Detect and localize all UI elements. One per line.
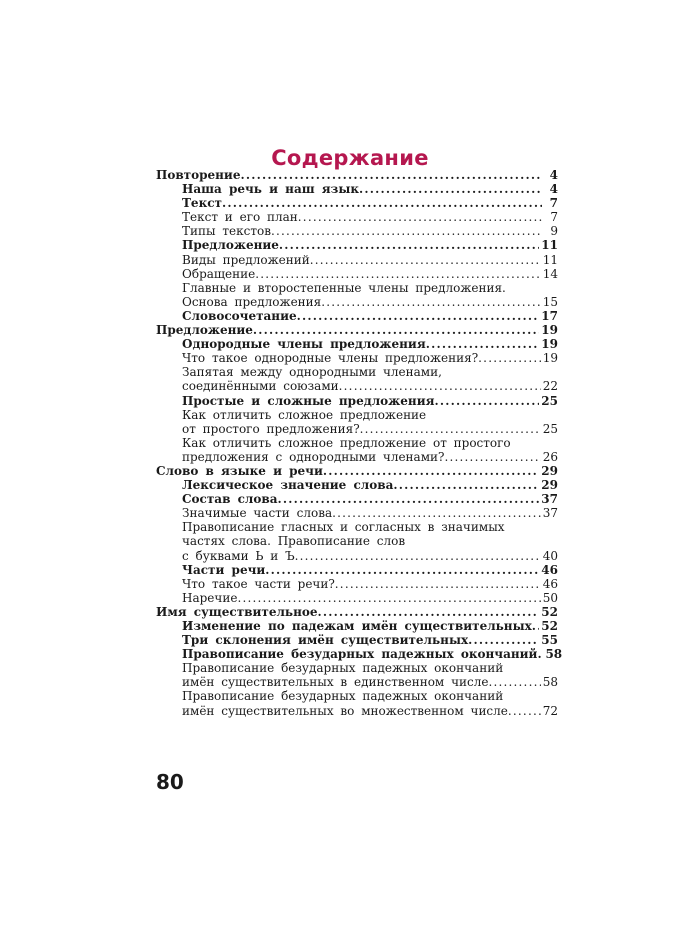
dot-leader (318, 605, 540, 619)
toc-entry (156, 394, 558, 408)
toc-entry-label: Типы текстов (182, 224, 271, 239)
dot-leader (237, 591, 540, 605)
toc-entry-line: Правописание гласных и согласных в значимых (182, 520, 505, 535)
toc-entry-row (156, 591, 558, 605)
toc-entry-page: 58 (545, 647, 563, 662)
toc-entry-label: Однородные члены предложения (182, 337, 426, 352)
toc-entry (156, 492, 558, 506)
toc-entry-label: Простые и сложные предложения (182, 393, 435, 408)
toc-entry-label: соединёнными союзами (182, 379, 339, 394)
toc-entry-row (156, 182, 558, 196)
dot-leader (255, 267, 540, 281)
toc-entry (156, 563, 558, 577)
toc-entry-row (156, 492, 558, 506)
toc-entry-label: Виды предложений (182, 252, 310, 267)
toc-entry-label: Слово в языке и речи (156, 463, 323, 478)
toc-entry-row (156, 506, 558, 520)
toc-entry (156, 661, 558, 689)
toc-entry (156, 591, 558, 605)
toc-entry-row (156, 464, 558, 478)
toc-entry (156, 323, 558, 337)
toc-entry-label: Предложение (182, 238, 279, 253)
toc-entry-row (156, 253, 558, 267)
toc-entry (156, 281, 558, 309)
dot-leader (240, 168, 542, 182)
toc-entry (156, 619, 558, 633)
toc-entry-label: Текст и его план (182, 210, 298, 225)
toc-entry-page: 72 (542, 703, 558, 718)
toc-entry-row (156, 351, 558, 365)
dot-leader (298, 210, 542, 224)
toc-entry (156, 365, 558, 393)
dot-leader (279, 238, 539, 252)
toc-entry-row (156, 337, 558, 351)
toc-entry-row (156, 295, 558, 309)
toc-entry-label: Обращение (182, 266, 256, 281)
toc-entry-label: Части речи (182, 562, 266, 577)
toc-entry-page: 52 (541, 604, 558, 619)
toc-entry-row (156, 549, 558, 563)
toc-entry-label: Состав слова (182, 492, 278, 507)
toc-entry (156, 408, 558, 436)
toc-entry (156, 196, 558, 210)
toc-entry-label: Наречие (182, 590, 238, 605)
toc-entry (156, 577, 558, 591)
toc-entry-row (156, 633, 558, 647)
toc-entry (156, 253, 558, 267)
toc-entry-label: Что такое части речи? (182, 576, 335, 591)
toc-entry (156, 520, 558, 562)
toc-entry-label: предложения с однородными членами? (182, 449, 445, 464)
toc-entry-line: Правописание безударных падежных окончаний (182, 689, 504, 704)
toc-entry-row (156, 267, 558, 281)
dot-leader (222, 196, 542, 210)
toc-entry-row (156, 168, 558, 182)
toc-entry-row (156, 605, 558, 619)
toc-entry-label: Наша речь и наш язык (182, 182, 360, 197)
toc-entry-page: 15 (542, 294, 558, 309)
dot-leader (277, 492, 539, 506)
toc-entry-label: Правописание безударных падежных окончаний (182, 647, 538, 662)
dot-leader (359, 182, 542, 196)
toc-entry-row (156, 577, 558, 591)
toc-entry-label: Словосочетание (182, 308, 297, 323)
toc-entry-page: 14 (542, 266, 558, 281)
toc-entry-page: 58 (542, 675, 558, 690)
toc-entry-label: Предложение (156, 323, 253, 338)
toc-entry-line: Запятая между однородными членами, (182, 365, 442, 380)
dot-leader (271, 224, 542, 238)
toc-entry-row (156, 563, 558, 577)
toc-entry-row (156, 224, 558, 238)
toc-entry-page: 19 (542, 351, 558, 366)
toc-entry-label: от простого предложения? (182, 421, 360, 436)
dot-leader (532, 619, 540, 633)
toc-entry-page: 46 (541, 562, 558, 577)
page-number: 80 (156, 770, 184, 794)
toc-entry-page: 7 (550, 210, 558, 225)
toc-entry-label: Основа предложения (182, 294, 322, 309)
dot-leader (321, 295, 540, 309)
toc-entry-row (156, 450, 558, 464)
dot-leader (508, 704, 541, 718)
toc-entry-page: 19 (541, 337, 558, 352)
toc-entry-page: 9 (550, 224, 558, 239)
toc-entry-row (156, 647, 563, 662)
toc-entry (156, 182, 558, 196)
toc-entry-label: Лексическое значение слова (182, 478, 394, 493)
toc-entry (156, 633, 558, 647)
dot-leader (468, 633, 539, 647)
toc-entry-label: Изменение по падежам имён существительных (182, 619, 532, 633)
toc-entry (156, 506, 558, 520)
toc-entry-page: 22 (542, 379, 558, 394)
toc-entry-page: 29 (541, 463, 558, 478)
toc-entry-row (156, 394, 558, 408)
toc-entry-row (156, 309, 558, 323)
toc-entry-page: 40 (542, 548, 558, 563)
dot-leader (426, 337, 540, 351)
toc-entry-page: 19 (541, 323, 558, 338)
toc-entry (156, 647, 563, 662)
page-title: Содержание (271, 146, 429, 170)
toc-entry (156, 224, 558, 238)
toc-entry-label: Значимые части слова (182, 506, 333, 521)
toc-entry-row (156, 478, 558, 492)
toc-entry-page: 37 (542, 506, 558, 521)
toc-entry-label: Повторение (156, 168, 241, 182)
toc-entry-row (156, 619, 558, 633)
dot-leader (478, 351, 541, 365)
toc-entry (156, 168, 558, 182)
toc-entry-page: 25 (541, 393, 558, 408)
toc-entry-page: 7 (549, 196, 558, 211)
toc-entry-page: 17 (541, 308, 558, 323)
toc-entry-page: 26 (542, 449, 558, 464)
toc-entry-label: Текст (182, 196, 222, 211)
toc-entry (156, 436, 558, 464)
toc-entry-page: 11 (541, 238, 558, 253)
dot-leader (332, 506, 541, 520)
toc-entry-page: 50 (542, 590, 558, 605)
toc-entry-label: с буквами Ь и Ъ (182, 548, 295, 563)
toc-entry (156, 238, 558, 252)
dot-leader (393, 478, 539, 492)
toc-entry-page: 4 (549, 182, 558, 197)
toc-entry-line: Как отличить сложное предложение (182, 407, 427, 422)
dot-leader (295, 549, 541, 563)
dot-leader (488, 675, 540, 689)
toc-entry-row (156, 379, 558, 393)
toc-entry (156, 337, 558, 351)
dot-leader (310, 253, 541, 267)
dot-leader (434, 394, 539, 408)
toc-entry-row (156, 704, 558, 718)
dot-leader (339, 379, 541, 393)
toc-entry (156, 210, 558, 224)
toc-entry (156, 309, 558, 323)
toc-entry-row (156, 675, 558, 689)
dot-leader (253, 323, 539, 337)
toc-entry-page: 52 (541, 619, 558, 633)
toc-entry-label: Что такое однородные члены предложения? (182, 351, 479, 366)
toc-entry-label: имён существительных во множественном числе (182, 703, 508, 718)
dot-leader (265, 563, 539, 577)
toc-entry-label: Три склонения имён существительных (182, 633, 469, 648)
toc-entry (156, 689, 558, 717)
toc-entry-row (156, 238, 558, 252)
toc-entry (156, 464, 558, 478)
toc-entry (156, 267, 558, 281)
toc-entry-line: частях слова. Правописание слов (182, 534, 406, 549)
toc-entry-page: 25 (542, 421, 558, 436)
toc-entry-row (156, 422, 558, 436)
toc-entry-label: Имя существительное (156, 604, 318, 619)
dot-leader (360, 422, 541, 436)
toc-entry-label: имён существительных в единственном числе (182, 675, 489, 690)
toc-entry-row (156, 196, 558, 210)
toc-entry-page: 11 (542, 252, 558, 267)
toc-entry-row (156, 323, 558, 337)
toc-entry-page: 4 (549, 168, 558, 182)
toc-entry (156, 605, 558, 619)
toc-entry-page: 55 (541, 633, 558, 648)
toc-entry (156, 478, 558, 492)
toc-entry-line: Главные и второстепенные члены предложения. (182, 280, 506, 295)
dot-leader (297, 309, 540, 323)
dot-leader (335, 577, 541, 591)
toc-entry-line: Как отличить сложное предложение от простого (182, 435, 511, 450)
toc-entry-page: 37 (541, 492, 558, 507)
dot-leader (444, 450, 540, 464)
dot-leader (323, 464, 539, 478)
toc-entry (156, 351, 558, 365)
table-of-contents (156, 168, 563, 718)
toc-entry-row (156, 210, 558, 224)
toc-entry-page: 29 (541, 478, 558, 493)
toc-entry-page: 46 (542, 576, 558, 591)
toc-entry-line: Правописание безударных падежных окончаний (182, 661, 504, 676)
